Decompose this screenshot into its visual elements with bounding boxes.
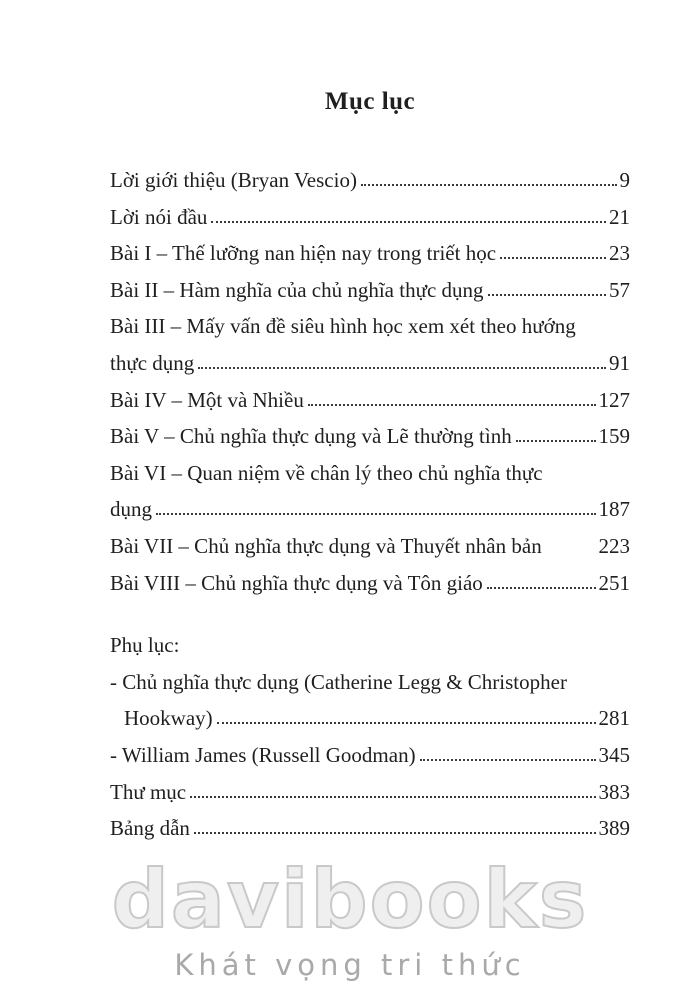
- dot-leader: [488, 294, 606, 296]
- dot-leader: [198, 367, 606, 369]
- dot-leader: [156, 513, 596, 515]
- watermark: [0, 853, 700, 982]
- dot-leader: [361, 184, 617, 186]
- toc-entry: [110, 565, 630, 602]
- toc-entry-page: 223: [598, 533, 630, 558]
- toc-entry-label: Hookway): [124, 706, 213, 731]
- toc-entry-label: Bài VIII – Chủ nghĩa thực dụng và Tôn giáo: [110, 570, 483, 595]
- toc-entry: [110, 810, 630, 847]
- toc-entry: [110, 528, 630, 565]
- dot-leader: [217, 722, 596, 724]
- toc-entry: [110, 418, 630, 455]
- toc-entry-label: - William James (Russell Goodman): [110, 742, 416, 767]
- dot-leader: [516, 440, 596, 442]
- toc-entry-continuation: [110, 700, 630, 737]
- dot-leader: [308, 404, 596, 406]
- toc-entry: [110, 737, 630, 774]
- appendix-heading-label: Phụ lục:: [110, 633, 180, 658]
- toc-entry-label: Bài IV – Một và Nhiều: [110, 387, 304, 412]
- toc-entry: [110, 382, 630, 419]
- toc-entry: [110, 308, 630, 345]
- toc-entry: [110, 199, 630, 236]
- appendix-heading: [110, 627, 630, 664]
- toc-entry: [110, 235, 630, 272]
- toc-entry-continuation: [110, 491, 630, 528]
- toc-entry-page: 281: [598, 706, 630, 731]
- toc-entry-label: Bài III – Mấy vấn đề siêu hình học xem xét theo hướng: [110, 314, 576, 339]
- dot-leader: [211, 221, 606, 223]
- toc-entry-label: Lời nói đầu: [110, 204, 208, 229]
- toc-entry-label: Bài V – Chủ nghĩa thực dụng và Lẽ thường tình: [110, 424, 512, 449]
- toc-entry-label: Thư mục: [110, 779, 187, 804]
- toc-entry-page: 389: [598, 816, 630, 841]
- toc-entry-page: 187: [598, 497, 630, 522]
- toc-entry: [110, 455, 630, 492]
- toc-entry-page: 9: [619, 168, 630, 192]
- toc-entry-page: 21: [609, 204, 630, 229]
- toc-entry-label: Bài I – Thế lưỡng nan hiện nay trong triết học: [110, 241, 497, 266]
- toc-entry: [110, 272, 630, 309]
- toc-entry: [110, 664, 630, 701]
- toc-entry-label: Lời giới thiệu (Bryan Vescio): [110, 168, 357, 192]
- dot-leader: [190, 796, 595, 798]
- toc-entry: [110, 774, 630, 811]
- toc-entry-page: 159: [598, 424, 630, 449]
- toc-entry-label: Bài II – Hàm nghĩa của chủ nghĩa thực dụng: [110, 277, 484, 302]
- toc-list: [110, 162, 630, 847]
- toc-entry-page: 127: [598, 387, 630, 412]
- watermark-slogan: Khát vọng tri thức: [174, 948, 526, 982]
- page-title: Mục lục: [324, 88, 416, 115]
- dot-leader: [194, 832, 596, 834]
- toc-entry-page: 345: [598, 742, 630, 767]
- toc-entry-page: 251: [598, 570, 630, 595]
- dot-leader: [487, 587, 596, 589]
- toc-entry: [110, 162, 630, 199]
- watermark-brand: davibooks: [111, 853, 589, 946]
- toc-entry-page: 383: [598, 779, 630, 804]
- toc-entry-label: Bài VII – Chủ nghĩa thực dụng và Thuyết nhân bản: [110, 533, 542, 558]
- toc-entry-page: 91: [609, 350, 630, 375]
- toc-entry-label: thực dụng: [110, 350, 195, 375]
- toc-entry-label: Bài VI – Quan niệm về chân lý theo chủ nghĩa thực: [110, 460, 543, 485]
- dot-leader: [420, 759, 596, 761]
- toc-entry-label: Bảng dẫn: [110, 816, 190, 841]
- toc-entry-page: 23: [609, 241, 630, 266]
- toc-entry-label: dụng: [110, 497, 152, 522]
- toc-entry-continuation: [110, 345, 630, 382]
- dot-leader: [500, 257, 606, 259]
- toc-entry-page: 57: [609, 277, 630, 302]
- toc-entry-label: - Chủ nghĩa thực dụng (Catherine Legg & Christopher: [110, 669, 567, 694]
